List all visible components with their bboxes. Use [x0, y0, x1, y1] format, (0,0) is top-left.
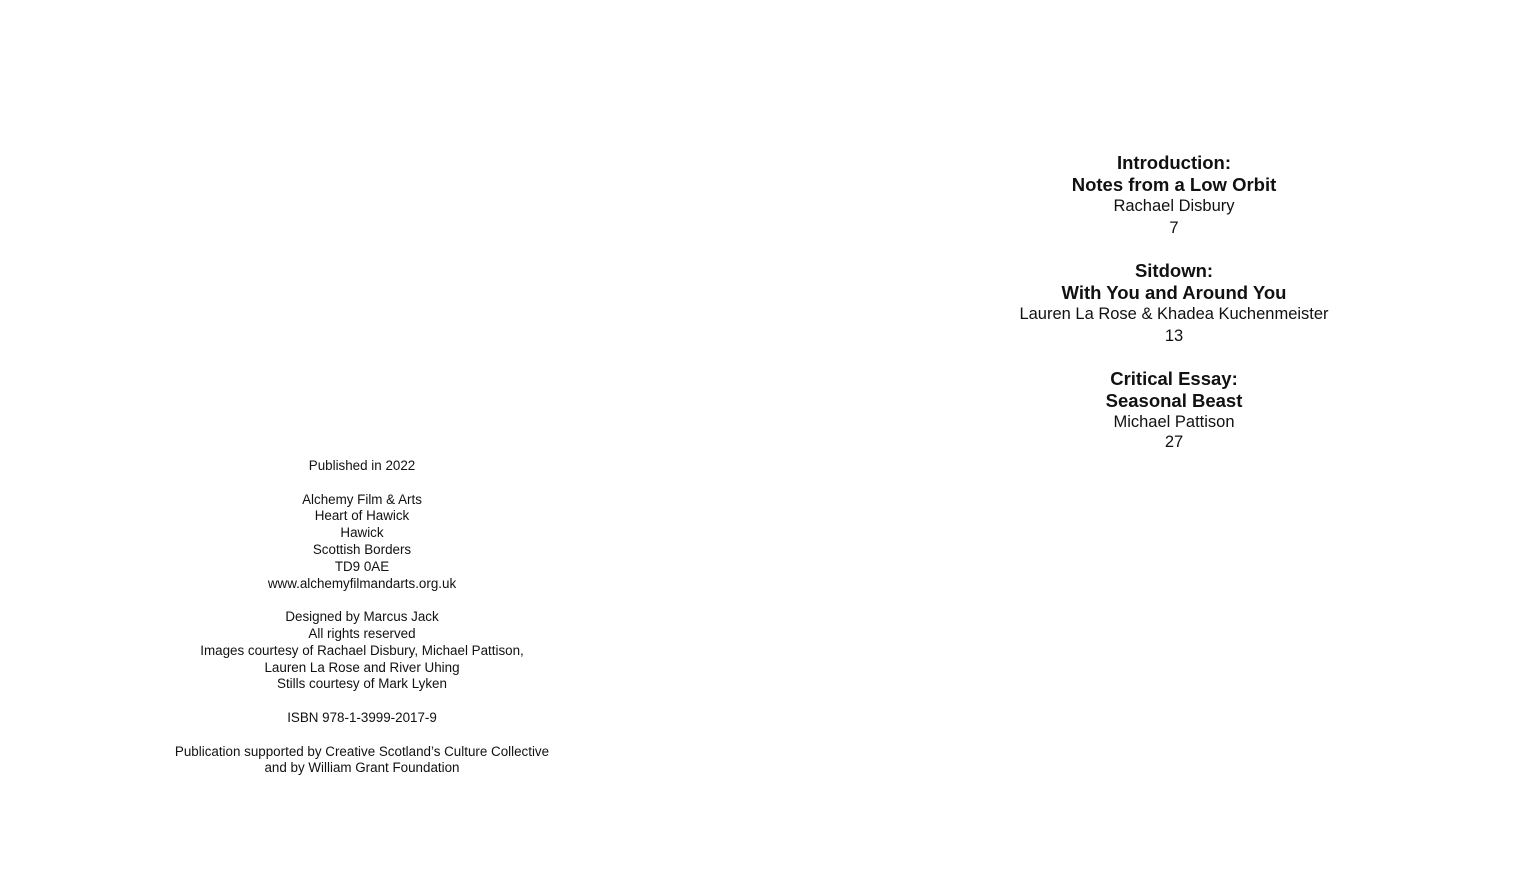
address-town: Hawick — [340, 525, 384, 541]
entry-author: Michael Pattison — [1113, 413, 1235, 431]
published-year: Published in 2022 — [308, 458, 416, 473]
spacer — [162, 727, 562, 744]
spacer — [162, 693, 562, 710]
designer-credit: Designed by Marcus Jack — [285, 609, 439, 625]
address-line: Heart of Hawick — [314, 508, 410, 524]
spacer — [162, 475, 562, 492]
spacer — [162, 592, 562, 609]
support-statement — [162, 744, 562, 778]
entry-page-number: 7 — [1169, 219, 1179, 237]
support-line: Publication supported by Creative Scotland’s Culture Collective — [174, 743, 550, 759]
entry-title-line: Notes from a Low Orbit — [1071, 174, 1277, 195]
image-credit: Images courtesy of Rachael Disbury, Michael Pattison, — [200, 642, 524, 658]
publisher-name: Alchemy Film & Arts — [302, 491, 422, 507]
rights-notice: All rights reserved — [308, 625, 416, 641]
table-of-contents — [974, 152, 1374, 452]
entry-author: Rachael Disbury — [1113, 197, 1235, 215]
colophon — [162, 458, 562, 777]
address-postcode: TD9 0AE — [334, 558, 390, 574]
contents-entry-critical-essay — [974, 368, 1374, 452]
isbn: ISBN 978-1-3999-2017-9 — [287, 709, 437, 725]
entry-title-line: Sitdown: — [1134, 260, 1214, 281]
publisher-website: www.alchemyfilmandarts.org.uk — [267, 575, 457, 591]
entry-title-line: Introduction: — [1116, 152, 1232, 173]
publisher-address — [162, 492, 562, 593]
entry-author: Lauren La Rose & Khadea Kuchenmeister — [1019, 305, 1329, 323]
entry-title-line: With You and Around You — [1061, 282, 1287, 303]
address-region: Scottish Borders — [312, 541, 412, 557]
entry-title-line: Seasonal Beast — [1105, 390, 1243, 411]
image-credit-continued: Lauren La Rose and River Uhing — [264, 659, 460, 675]
support-line: and by William Grant Foundation — [264, 760, 460, 776]
contents-entry-introduction — [974, 152, 1374, 239]
entry-title-line: Critical Essay: — [1110, 368, 1238, 389]
credits — [162, 609, 562, 693]
contents-entry-sitdown — [974, 260, 1374, 347]
entry-page-number: 13 — [1164, 327, 1184, 345]
stills-credit: Stills courtesy of Mark Lyken — [277, 676, 447, 692]
entry-page-number: 27 — [1164, 433, 1184, 451]
